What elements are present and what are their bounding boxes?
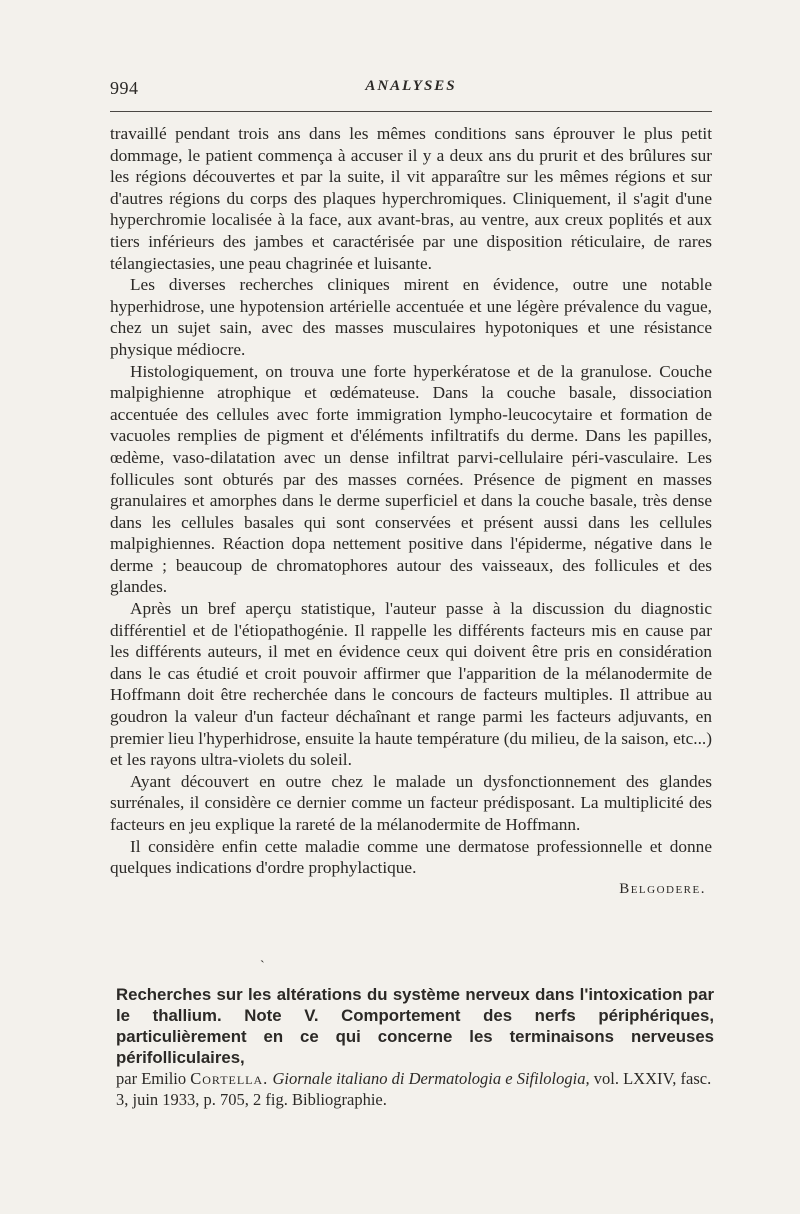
paragraph: Les diverses recherches cliniques mirent en évidence, outre une notable hyperhidrose, une hypotension artérielle accentuée et une légère prévalence du vague, chez un sujet sain, avec des masses musculaires hypotoniques et une résistance physique médiocre. [110,275,712,359]
citation-volume-label: vol. [593,1069,619,1088]
signature-mark: ˴ [260,953,265,968]
running-head: ANALYSES [365,78,457,94]
paragraph: Après un bref aperçu statistique, l'auteur passe à la discussion du diagnostic différentiel et de l'étiopathogénie. Il rappelle les différents facteurs mis en cause par les différents auteurs, il met en évidence ceux qui doivent être pris en considération dans le cas étudié et croit pouvoir affirmer que l'apparition de la mélanodermite de Hoffmann doit être recherchée dans le concours de facteurs multiples. Il attribue au goudron la valeur d'un facteur déchaînant et range parmi les facteurs adjuvants, en premier lieu l'hyperhidrose, ensuite la haute température (du milieu, de la saison, etc...) et les rayons ultra-violets du soleil. [110,599,712,770]
signature: Belgodere. [619,880,706,897]
article-body [110,123,712,898]
citation-journal: Giornale italiano di Dermatologia e Sifilologia, [272,1069,590,1088]
paragraph: Histologiquement, on trouva une forte hyperkératose et de la granulose. Couche malpighienne atrophique et œdémateuse. Dans la couche basale, dissociation accentuée des cellules avec forte immigration lympho-leucocytaire et formation de vacuoles remplies de pigment et d'éléments infiltratifs du derme. Dans les papilles, œdème, vaso-dilatation avec un dense infiltrat parvi-cellulaire péri-vasculaire. Les follicules sont obturés par des masses cornées. Présence de pigment en masses granulaires et amorphes dans le derme superficiel et dans la couche basale, très dense dans les cellules basales qui sont conservées et présent aussi dans les cellules malpighiennes. Réaction dopa nettement positive dans l'épiderme, négative dans le derme ; beaucoup de chromatophores autour des vaisseaux, des follicules et des glandes. [110,361,712,597]
next-article-citation [116,1068,714,1110]
paragraph: Il considère enfin cette maladie comme une dermatose professionnelle et donne quelques indications d'ordre prophylactique. [110,836,712,878]
page-header [110,78,712,108]
next-article-title: Recherches sur les altérations du système nerveux dans l'intoxication par le thallium. Note V. Comportement des nerfs périphériques, particulièrement en ce qui concerne les terminaisons nerveuses périfolliculaires, [116,985,714,1067]
citation-by: par Emilio [116,1069,187,1088]
next-article-entry [116,984,714,1110]
header-rule [110,111,712,112]
paragraph: travaillé pendant trois ans dans les mêmes conditions sans éprouver le plus petit dommage, le patient commença à accuser il y a deux ans du prurit et des brûlures sur les régions découvertes et par la suite, il vit apparaître sur les mêmes régions et sur d'autres régions du corps des plaques hyperchromiques. Cliniquement, il s'agit d'une hyperchromie localisée à la face, aux avant-bras, au ventre, aux creux poplités et aux tiers inférieurs des jambes et caractérisée par une disposition réticulaire, de rares télangiectasies, une peau chagrinée et luisante. [110,124,712,273]
citation-details: LXXIV, fasc. 3, juin 1933, p. 705, 2 fig. Bibliographie. [116,1069,712,1109]
paragraph: Ayant découvert en outre chez le malade un dysfonctionnement des glandes surrénales, il considère ce dernier comme un facteur prédisposant. La multiplicité des facteurs en jeu explique la rareté de la mélanodermite de Hoffmann. [110,771,712,834]
citation-author: Cortella. [190,1069,269,1088]
page-number: 994 [110,78,139,98]
